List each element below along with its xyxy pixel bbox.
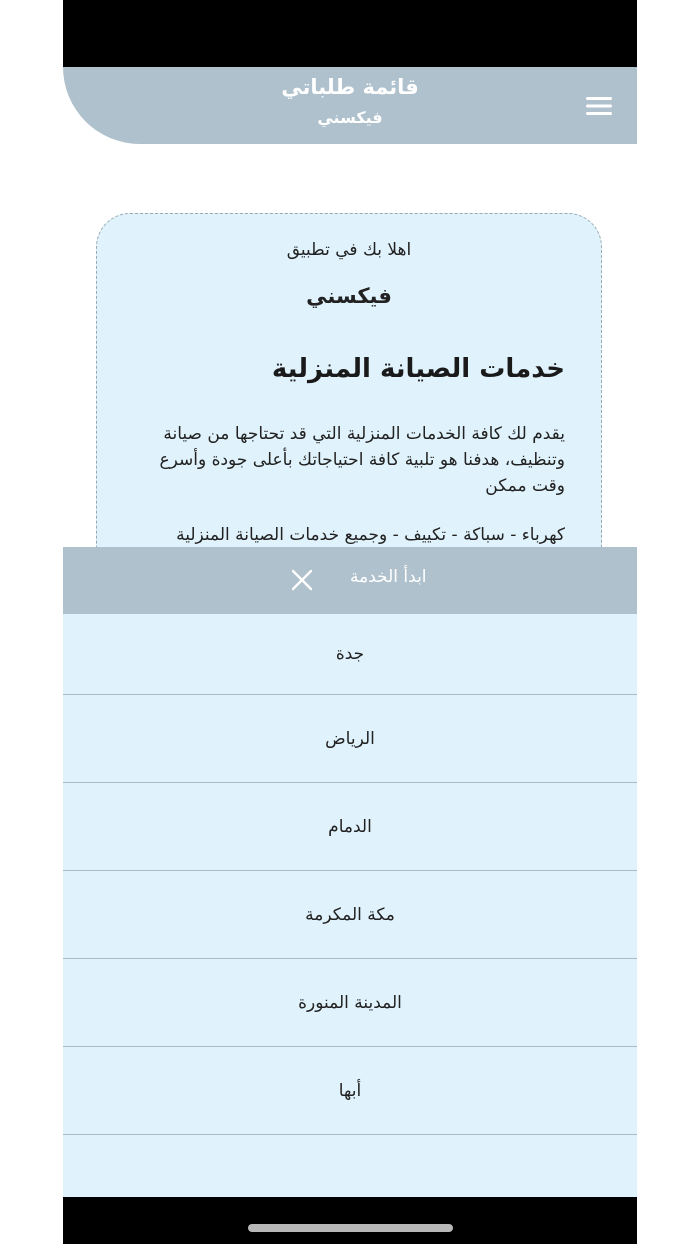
app-screen [63, 0, 637, 1244]
city-option[interactable] [63, 959, 637, 1047]
sheet-title: ابدأ الخدمة [350, 567, 427, 587]
welcome-greeting: اهلا بك في تطبيق [286, 240, 412, 260]
welcome-heading: خدمات الصيانة المنزلية [271, 354, 565, 384]
page-subtitle: فيكسني [317, 108, 383, 127]
city-label: الدمام [328, 816, 372, 837]
close-icon[interactable] [290, 568, 314, 592]
app-header [63, 67, 637, 144]
home-indicator[interactable] [248, 1224, 453, 1232]
city-label: المدينة المنورة [298, 992, 402, 1013]
hamburger-menu-icon[interactable] [581, 93, 617, 119]
welcome-services: كهرباء - سباكة - تكييف - وجميع خدمات الصيانة المنزلية [176, 525, 565, 545]
city-option[interactable] [63, 783, 637, 871]
city-label: مكة المكرمة [305, 904, 395, 925]
city-option[interactable] [63, 614, 637, 695]
city-label: أبها [338, 1080, 362, 1101]
city-picker-sheet [63, 547, 637, 1197]
city-option[interactable] [63, 871, 637, 959]
welcome-description: يقدم لك كافة الخدمات المنزلية التي قد تحتاجها من صيانة وتنظيف، هدفنا هو تلبية كافة احتياجاتك بأعلى جودة وأسرع وقت ممكن [159, 424, 565, 496]
city-label: الرياض [325, 728, 375, 749]
page-title: قائمة طلباتي [281, 75, 419, 99]
city-option[interactable] [63, 695, 637, 783]
city-option[interactable] [63, 1047, 637, 1135]
city-list [63, 614, 637, 1135]
city-label: جدة [335, 644, 365, 664]
bottom-bar [63, 1197, 637, 1244]
welcome-brand: فيكسني [306, 284, 392, 308]
sheet-header [63, 547, 637, 614]
status-bar [63, 0, 637, 67]
